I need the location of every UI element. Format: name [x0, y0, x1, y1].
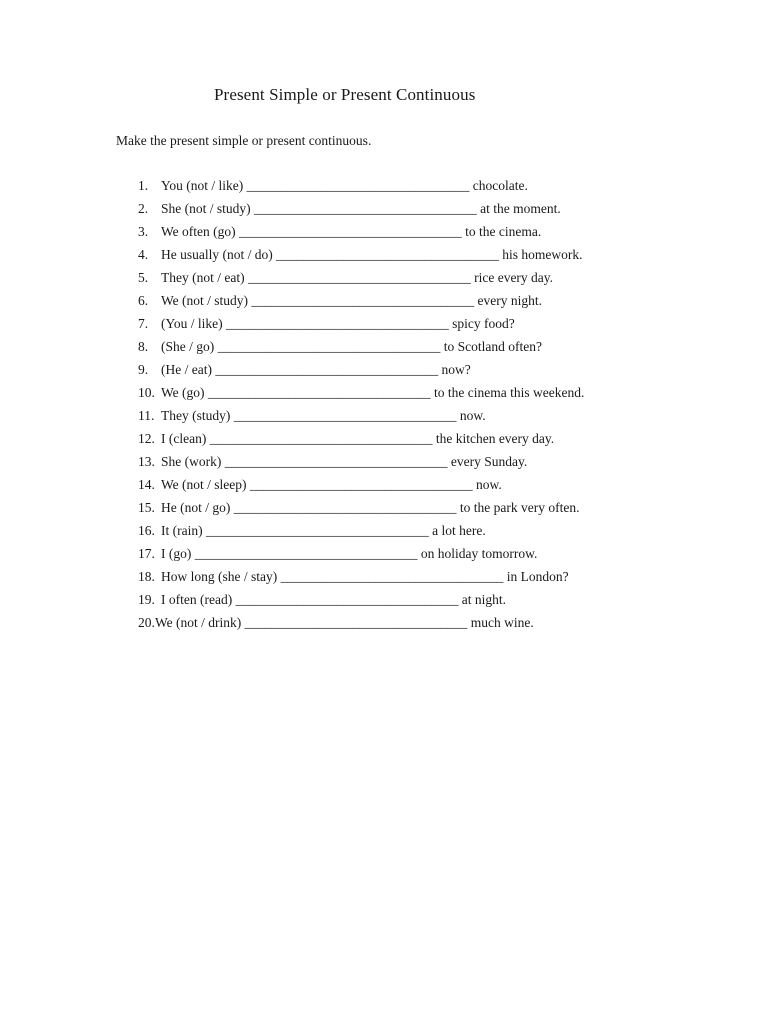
exercise-number: 2. [138, 201, 149, 216]
exercise-number: 17. [138, 546, 155, 561]
exercise-number: 9. [138, 362, 149, 377]
exercise-number: 15. [138, 500, 155, 515]
exercise-sentence: You (not / like) _________________________________ chocolate. [161, 178, 528, 193]
worksheet-title: Present Simple or Present Continuous [214, 85, 476, 104]
exercise-sentence: I often (read) _________________________________ at night. [161, 592, 506, 607]
exercise-number: 8. [138, 339, 149, 354]
exercise-number: 18. [138, 569, 155, 584]
exercise-number: 4. [138, 247, 149, 262]
exercise-number: 16. [138, 523, 155, 538]
exercise-sentence: We often (go) _________________________________ to the cinema. [161, 224, 542, 239]
exercise-number: 19. [138, 592, 155, 607]
exercise-number: 3. [138, 224, 149, 239]
exercise-sentence: He (not / go) _________________________________ to the park very often. [161, 500, 580, 515]
exercise-number: 12. [138, 431, 155, 446]
exercise-number: 14. [138, 477, 155, 492]
exercise-sentence: We (go) _________________________________ to the cinema this weekend. [161, 385, 585, 400]
exercise-sentence: How long (she / stay) _________________________________ in London? [161, 569, 569, 584]
exercise-number: 7. [138, 316, 149, 331]
exercise-sentence: We (not / drink) _________________________________ much wine. [155, 615, 534, 630]
exercise-sentence: She (work) _________________________________ every Sunday. [161, 454, 528, 469]
exercise-sentence: He usually (not / do) _________________________________ his homework. [161, 247, 583, 262]
exercise-sentence: (She / go) _________________________________ to Scotland often? [161, 339, 542, 354]
exercise-sentence: She (not / study) _________________________________ at the moment. [161, 201, 561, 216]
worksheet-instruction: Make the present simple or present continuous. [116, 133, 372, 148]
exercise-number: 1. [138, 178, 149, 193]
exercise-sentence: I (clean) _________________________________ the kitchen every day. [161, 431, 555, 446]
exercise-sentence: I (go) _________________________________ on holiday tomorrow. [161, 546, 538, 561]
exercise-number: 5. [138, 270, 149, 285]
exercise-sentence: We (not / study) _________________________________ every night. [161, 293, 543, 308]
exercise-number: 11. [138, 408, 155, 423]
exercise-sentence: It (rain) _________________________________ a lot here. [161, 523, 486, 538]
exercise-sentence: They (study) _________________________________ now. [161, 408, 486, 423]
exercise-number: 13. [138, 454, 155, 469]
exercise-number: 10. [138, 385, 155, 400]
exercise-number: 20. [138, 615, 155, 630]
exercise-number: 6. [138, 293, 149, 308]
exercise-sentence: (He / eat) _________________________________ now? [161, 362, 471, 377]
exercise-sentence: (You / like) _________________________________ spicy food? [161, 316, 515, 331]
exercise-sentence: They (not / eat) _________________________________ rice every day. [161, 270, 554, 285]
exercise-sentence: We (not / sleep) _________________________________ now. [161, 477, 502, 492]
